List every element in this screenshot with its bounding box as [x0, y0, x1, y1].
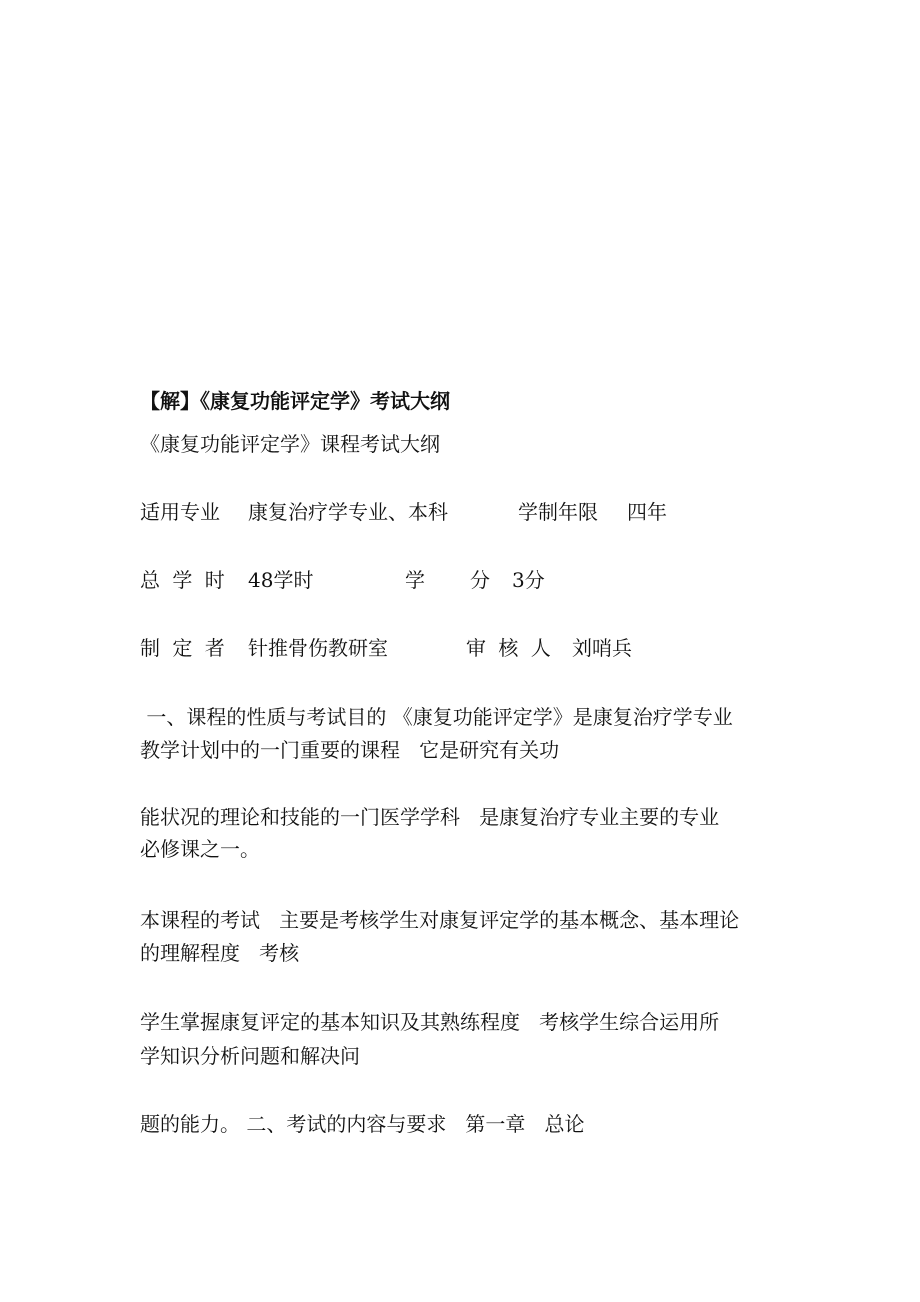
document-title: 【解】《康复功能评定学》考试大纲 [140, 389, 450, 413]
paragraph-line: 的理解程度 考核 [140, 941, 300, 965]
hours-label: 总 学 时 [140, 568, 225, 592]
author-label: 制 定 者 [140, 636, 225, 660]
hours-value: 48学时 [248, 568, 314, 592]
duration-value: 四年 [627, 500, 667, 524]
credit-label-1: 学 [405, 568, 425, 592]
paragraph-line: 题的能力。 二、考试的内容与要求 第一章 总论 [140, 1112, 585, 1136]
duration-label: 学制年限 [518, 500, 598, 524]
paragraph-line: 一、课程的性质与考试目的 《康复功能评定学》是康复治疗学专业 [140, 705, 733, 729]
reviewer-value: 刘哨兵 [572, 636, 632, 660]
paragraph-line: 本课程的考试 主要是考核学生对康复评定学的基本概念、基本理论 [140, 908, 740, 932]
reviewer-label: 审 核 人 [466, 636, 551, 660]
credit-value: 3分 [512, 568, 545, 592]
major-value: 康复治疗学专业、本科 [248, 500, 448, 524]
paragraph-line: 能状况的理论和技能的一门医学学科 是康复治疗专业主要的专业 [140, 805, 720, 829]
document-subtitle: 《康复功能评定学》课程考试大纲 [140, 432, 440, 456]
author-value: 针推骨伤教研室 [248, 636, 388, 660]
credit-label-2: 分 [470, 568, 490, 592]
major-label: 适用专业 [140, 500, 220, 524]
paragraph-line: 学知识分析问题和解决问 [140, 1044, 360, 1068]
paragraph-line: 学生掌握康复评定的基本知识及其熟练程度 考核学生综合运用所 [140, 1010, 720, 1034]
paragraph-line: 必修课之一。 [140, 837, 260, 861]
paragraph-line: 教学计划中的一门重要的课程 它是研究有关功 [140, 738, 560, 762]
